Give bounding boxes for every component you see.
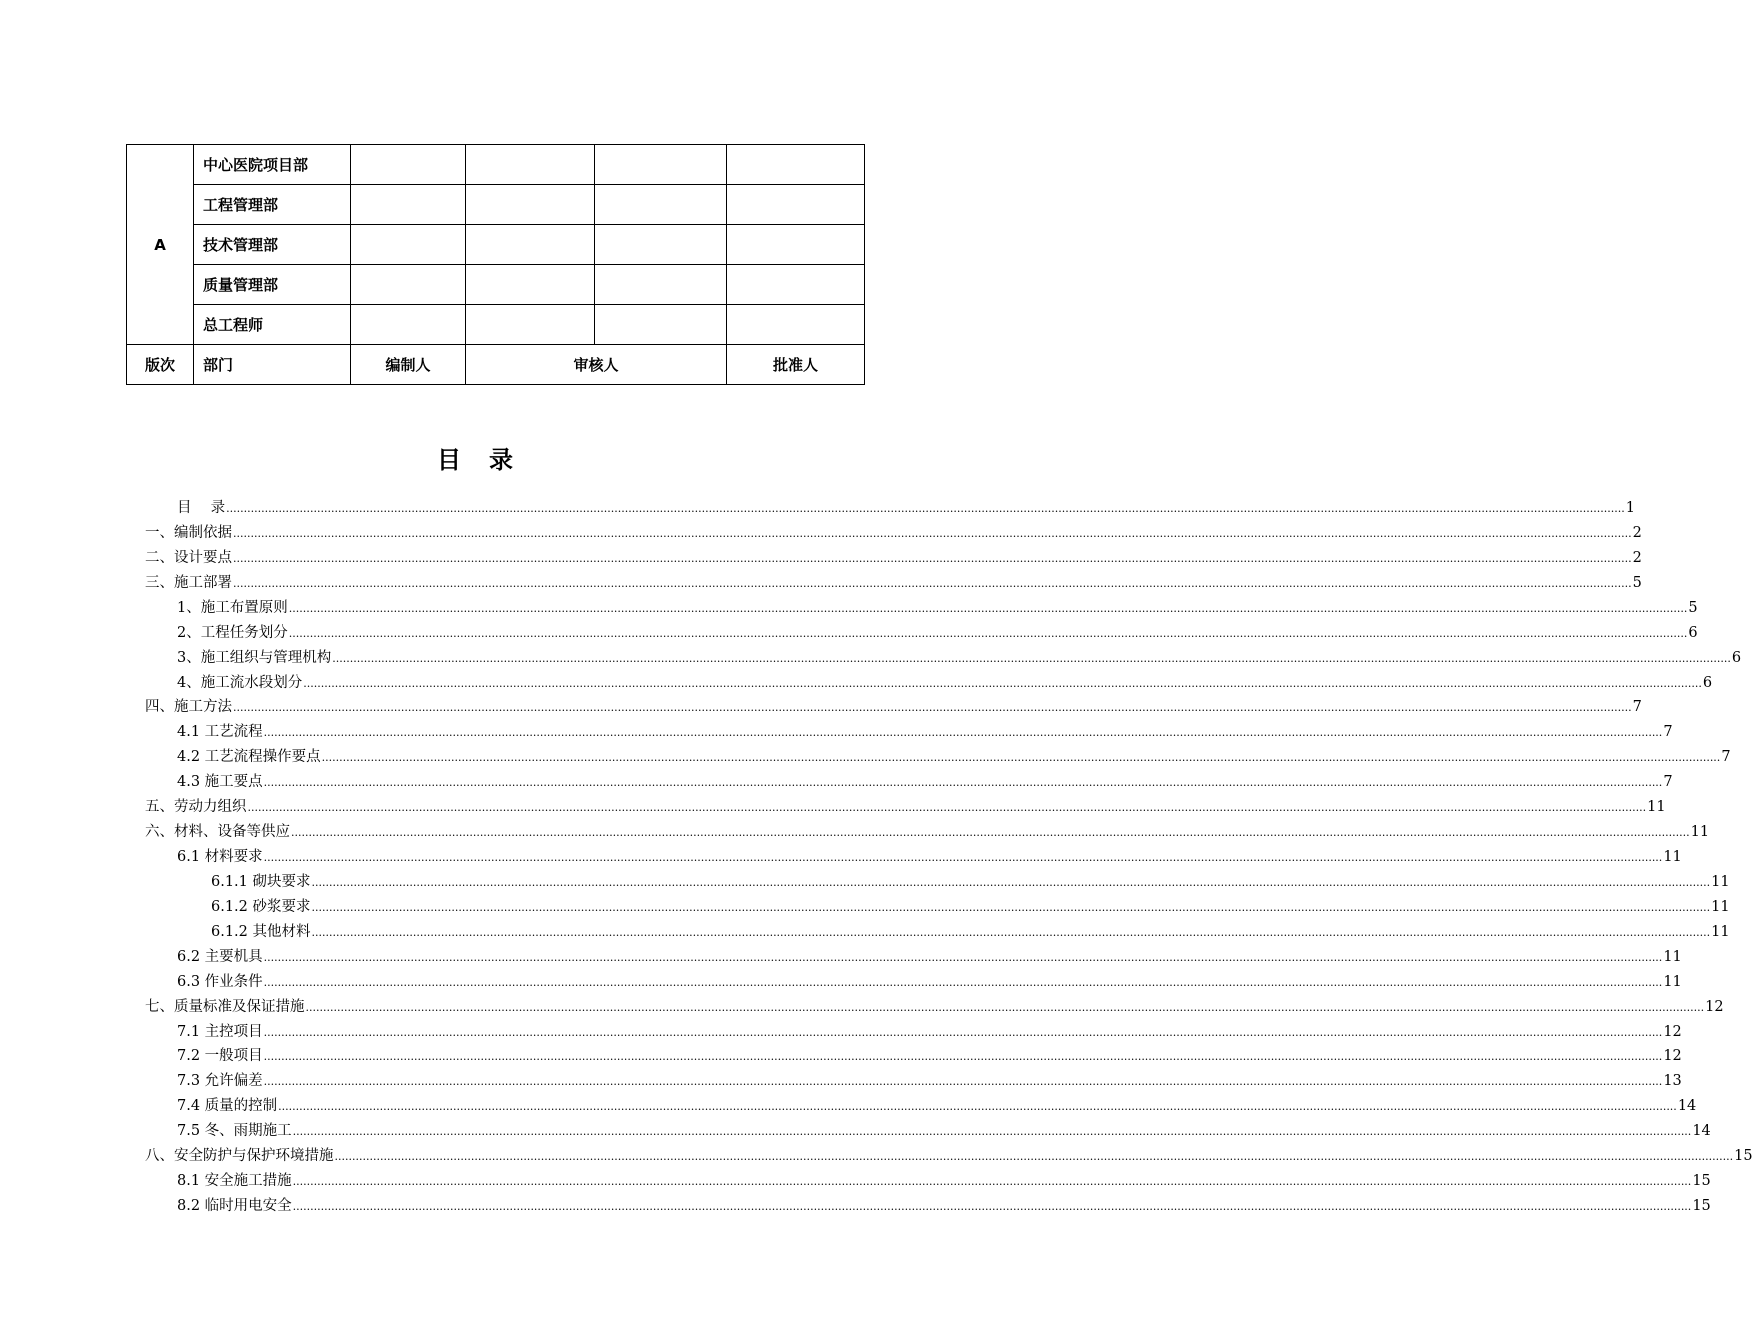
- toc-entry-label: 4.3 施工要点: [177, 774, 263, 791]
- toc-entry-page: 5: [1632, 574, 1642, 591]
- toc-leader-dots: ................................................................................................................................................................................................................................................................................................................................................................................................................: [288, 601, 1688, 615]
- toc-entry-label: 7.1 主控项目: [177, 1023, 263, 1040]
- toc-title-part1: 目: [437, 446, 461, 474]
- toc-entry-page: 15: [1734, 1148, 1753, 1165]
- toc-leader-dots: ................................................................................................................................................................................................................................................................................................................................................................................................................: [263, 851, 1663, 865]
- toc-leader-dots: ................................................................................................................................................................................................................................................................................................................................................................................................................: [292, 1175, 1692, 1189]
- toc-entry[interactable]: [145, 820, 1710, 845]
- department-cell: 中心医院项目部: [194, 145, 351, 185]
- toc-entry[interactable]: [177, 1119, 1711, 1144]
- toc-leader-dots: ................................................................................................................................................................................................................................................................................................................................................................................................................: [311, 875, 1711, 889]
- toc-entry[interactable]: [177, 745, 1731, 770]
- toc-title: [0, 440, 950, 475]
- toc-leader-dots: ................................................................................................................................................................................................................................................................................................................................................................................................................: [334, 1150, 1734, 1164]
- empty-cell: [727, 145, 865, 185]
- toc-entry-label: 6.2 主要机具: [177, 948, 263, 965]
- toc-entry-page: 11: [1663, 948, 1682, 965]
- toc-entry[interactable]: [145, 1144, 1753, 1169]
- toc-entry[interactable]: [177, 1194, 1711, 1219]
- toc-entry-label: 6.1 材料要求: [177, 849, 263, 866]
- toc-leader-dots: ................................................................................................................................................................................................................................................................................................................................................................................................................: [292, 1200, 1692, 1214]
- toc-entry[interactable]: [177, 1044, 1682, 1069]
- reviewer-label: 审核人: [466, 345, 727, 385]
- toc-entry[interactable]: [177, 1069, 1682, 1094]
- toc-entry-page: 15: [1692, 1198, 1711, 1215]
- department-cell: 质量管理部: [194, 265, 351, 305]
- toc-entry[interactable]: [177, 1020, 1682, 1045]
- toc-entry-label: 目 录: [177, 500, 226, 516]
- toc-entry-page: 2: [1632, 524, 1642, 541]
- approval-row: [127, 225, 865, 265]
- toc-entry-label: 四、施工方法: [145, 699, 232, 716]
- toc-entry-label: 七、质量标准及保证措施: [145, 998, 305, 1015]
- toc-title-part2: 录: [489, 446, 513, 474]
- toc-entry-label: 7.2 一般项目: [177, 1048, 263, 1065]
- toc-entry-page: 1: [1625, 500, 1635, 516]
- toc-entry[interactable]: [177, 720, 1673, 745]
- toc-leader-dots: ................................................................................................................................................................................................................................................................................................................................................................................................................: [263, 1050, 1663, 1064]
- toc-entry-page: 5: [1688, 599, 1698, 616]
- toc-leader-dots: ................................................................................................................................................................................................................................................................................................................................................................................................................: [311, 925, 1711, 939]
- toc-entry-label: 五、劳动力组织: [145, 799, 247, 816]
- toc-entry-label: 7.3 允许偏差: [177, 1073, 263, 1090]
- toc-entry-page: 13: [1663, 1073, 1682, 1090]
- empty-cell: [727, 225, 865, 265]
- toc-entry-page: 11: [1690, 824, 1710, 841]
- empty-cell: [351, 225, 466, 265]
- empty-cell: [727, 185, 865, 225]
- empty-cell: [351, 265, 466, 305]
- empty-cell: [466, 305, 595, 345]
- toc-entry-label: 4.1 工艺流程: [177, 724, 263, 741]
- toc-entry-page: 11: [1663, 973, 1682, 990]
- toc-entry[interactable]: [177, 646, 1742, 671]
- toc-leader-dots: ................................................................................................................................................................................................................................................................................................................................................................................................................: [263, 975, 1663, 989]
- toc-entry-label: 一、编制依据: [145, 524, 232, 541]
- toc-entry-label: 3、施工组织与管理机构: [177, 649, 332, 666]
- toc-leader-dots: ................................................................................................................................................................................................................................................................................................................................................................................................................: [311, 900, 1711, 914]
- toc-entry-label: 6.1.2 其他材料: [211, 923, 311, 940]
- toc-leader-dots: ................................................................................................................................................................................................................................................................................................................................................................................................................: [233, 576, 1632, 590]
- empty-cell: [466, 185, 595, 225]
- toc-entry-page: 6: [1702, 674, 1713, 691]
- toc-entry-page: 6: [1731, 649, 1742, 666]
- approval-row: [127, 185, 865, 225]
- approval-table: [126, 144, 865, 385]
- version-cell: A: [127, 145, 194, 345]
- toc-entry[interactable]: [145, 571, 1642, 596]
- toc-entry-page: 12: [1663, 1048, 1682, 1065]
- toc-entry-label: 8.2 临时用电安全: [177, 1198, 292, 1215]
- empty-cell: [466, 265, 595, 305]
- toc-entry[interactable]: [177, 945, 1682, 970]
- toc-entry[interactable]: [145, 521, 1642, 546]
- empty-cell: [351, 185, 466, 225]
- toc-entry[interactable]: [145, 995, 1724, 1020]
- toc-entry-page: 11: [1711, 923, 1730, 940]
- toc-entry-label: 2、工程任务划分: [177, 624, 288, 641]
- toc-leader-dots: ................................................................................................................................................................................................................................................................................................................................................................................................................: [247, 801, 1647, 815]
- toc-entry[interactable]: [177, 970, 1682, 995]
- toc-leader-dots: ................................................................................................................................................................................................................................................................................................................................................................................................................: [233, 526, 1632, 540]
- toc-entry-label: 4.2 工艺流程操作要点: [177, 749, 321, 766]
- toc-entry-page: 6: [1688, 624, 1698, 641]
- toc-entry[interactable]: [177, 1169, 1711, 1194]
- empty-cell: [466, 145, 595, 185]
- toc-leader-dots: ................................................................................................................................................................................................................................................................................................................................................................................................................: [291, 826, 1690, 840]
- toc-leader-dots: ................................................................................................................................................................................................................................................................................................................................................................................................................: [263, 1075, 1663, 1089]
- toc-entry-label: 6.1.2 砂浆要求: [211, 898, 311, 915]
- toc-leader-dots: ................................................................................................................................................................................................................................................................................................................................................................................................................: [332, 651, 1731, 665]
- toc-entry[interactable]: [211, 895, 1730, 920]
- empty-cell: [351, 305, 466, 345]
- toc-entry-page: 11: [1711, 898, 1730, 915]
- approval-row: [127, 145, 865, 185]
- empty-cell: [595, 185, 727, 225]
- toc-leader-dots: ................................................................................................................................................................................................................................................................................................................................................................................................................: [321, 751, 1721, 765]
- version-label: 版次: [127, 345, 194, 385]
- toc-entry[interactable]: [145, 795, 1666, 820]
- toc-entry-page: 7: [1663, 724, 1673, 741]
- toc-entry-page: 7: [1663, 774, 1673, 791]
- toc-entry-label: 6.1.1 砌块要求: [211, 873, 311, 890]
- toc-entry[interactable]: [177, 621, 1698, 646]
- toc-entry[interactable]: [177, 671, 1713, 696]
- toc-entry-page: 11: [1711, 873, 1730, 890]
- toc-leader-dots: ................................................................................................................................................................................................................................................................................................................................................................................................................: [263, 950, 1663, 964]
- approval-row: [127, 265, 865, 305]
- dept-label: 部门: [194, 345, 351, 385]
- toc-leader-dots: ................................................................................................................................................................................................................................................................................................................................................................................................................: [303, 676, 1702, 690]
- toc-entry-label: 1、施工布置原则: [177, 599, 288, 616]
- toc-entry[interactable]: [177, 845, 1682, 870]
- toc-entry[interactable]: [177, 496, 1635, 521]
- toc-leader-dots: ................................................................................................................................................................................................................................................................................................................................................................................................................: [263, 1025, 1663, 1039]
- empty-cell: [727, 305, 865, 345]
- toc-entry-label: 7.4 质量的控制: [177, 1098, 278, 1115]
- empty-cell: [595, 145, 727, 185]
- approval-row: [127, 305, 865, 345]
- empty-cell: [595, 305, 727, 345]
- toc-entry[interactable]: [177, 770, 1673, 795]
- toc-entry-page: 11: [1647, 799, 1666, 816]
- toc-entry-page: 7: [1721, 749, 1731, 766]
- compiler-label: 编制人: [351, 345, 466, 385]
- department-cell: 工程管理部: [194, 185, 351, 225]
- toc-entry-page: 2: [1632, 549, 1642, 566]
- empty-cell: [466, 225, 595, 265]
- toc-leader-dots: ................................................................................................................................................................................................................................................................................................................................................................................................................: [226, 502, 1625, 515]
- toc-leader-dots: ................................................................................................................................................................................................................................................................................................................................................................................................................: [263, 726, 1663, 740]
- toc-leader-dots: ................................................................................................................................................................................................................................................................................................................................................................................................................: [278, 1100, 1677, 1114]
- empty-cell: [595, 265, 727, 305]
- toc-entry-page: 14: [1677, 1098, 1697, 1115]
- department-cell: 总工程师: [194, 305, 351, 345]
- toc-leader-dots: ................................................................................................................................................................................................................................................................................................................................................................................................................: [292, 1125, 1692, 1139]
- toc-entry-label: 二、设计要点: [145, 549, 232, 566]
- toc-entry-label: 六、材料、设备等供应: [145, 824, 290, 841]
- empty-cell: [351, 145, 466, 185]
- toc-entry-page: 7: [1632, 699, 1642, 716]
- toc-leader-dots: ................................................................................................................................................................................................................................................................................................................................................................................................................: [305, 1000, 1705, 1014]
- toc-entry-page: 15: [1692, 1173, 1711, 1190]
- toc-leader-dots: ................................................................................................................................................................................................................................................................................................................................................................................................................: [288, 626, 1688, 640]
- toc-entry[interactable]: [211, 920, 1730, 945]
- toc-entry-label: 8.1 安全施工措施: [177, 1173, 292, 1190]
- toc-entry-page: 11: [1663, 849, 1682, 866]
- toc-entry[interactable]: [145, 546, 1642, 571]
- toc-entry-label: 7.5 冬、雨期施工: [177, 1123, 292, 1140]
- approver-label: 批准人: [727, 345, 865, 385]
- empty-cell: [727, 265, 865, 305]
- toc-entry-page: 12: [1663, 1023, 1682, 1040]
- toc-entry-page: 14: [1692, 1123, 1711, 1140]
- toc-entry-label: 三、施工部署: [145, 574, 232, 591]
- toc-entry-page: 12: [1705, 998, 1724, 1015]
- toc-entry-label: 八、安全防护与保护环境措施: [145, 1148, 334, 1165]
- toc-entry-label: 6.3 作业条件: [177, 973, 263, 990]
- toc-entry[interactable]: [177, 596, 1698, 621]
- toc-entry[interactable]: [177, 1094, 1697, 1119]
- approval-header-row: [127, 345, 865, 385]
- department-cell: 技术管理部: [194, 225, 351, 265]
- toc-leader-dots: ................................................................................................................................................................................................................................................................................................................................................................................................................: [263, 776, 1663, 790]
- toc-entry-label: 4、施工流水段划分: [177, 674, 303, 691]
- toc-entry[interactable]: [211, 870, 1730, 895]
- toc-entry[interactable]: [145, 695, 1642, 720]
- empty-cell: [595, 225, 727, 265]
- toc-leader-dots: ................................................................................................................................................................................................................................................................................................................................................................................................................: [233, 551, 1632, 565]
- toc-leader-dots: ................................................................................................................................................................................................................................................................................................................................................................................................................: [233, 701, 1632, 715]
